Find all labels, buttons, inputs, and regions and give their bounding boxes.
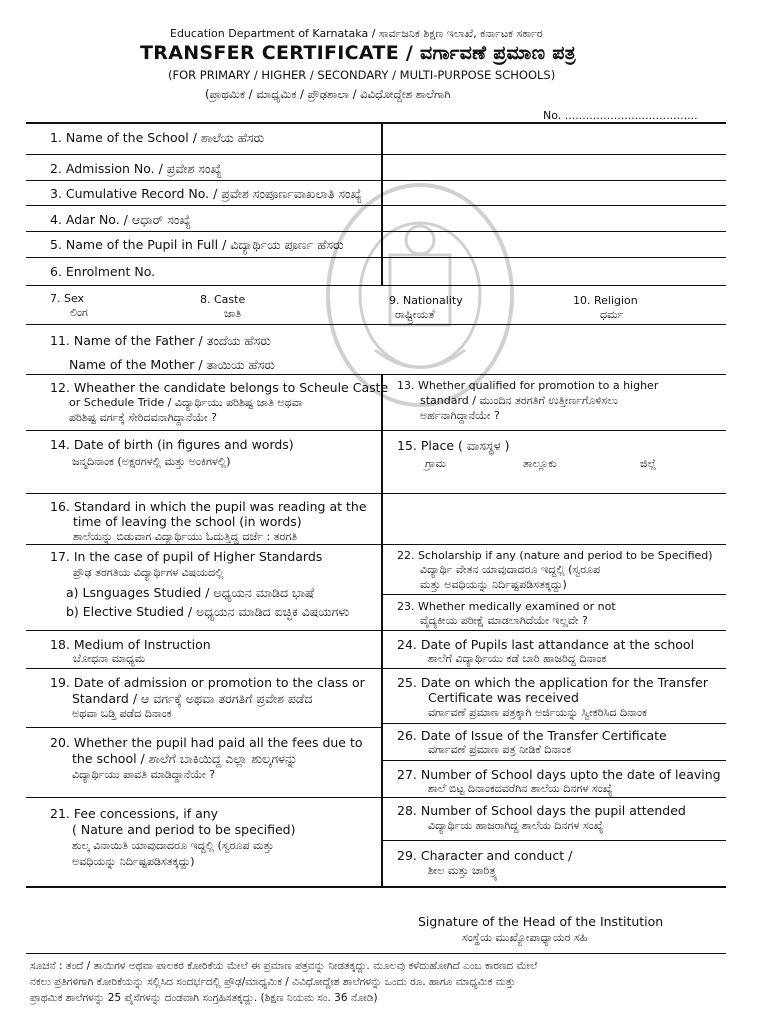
- field-11-father-name: 11. Name of the Father / ತಂದೆಯ ಹೆಸರು: [50, 333, 271, 348]
- field-27-line1: 27. Number of School days upto the date of leaving: [397, 767, 721, 782]
- field-15-district: ಜಿಲ್ಲೆ: [640, 457, 657, 470]
- field-22-line3: ಮತ್ತು ಅವಧಿಯನ್ನು ನಿರ್ದಿಷ್ಟಪಡಿಸತಕ್ಕದ್ದು): [420, 578, 567, 591]
- field-23-line1: 23. Whether medically examined or not: [397, 600, 616, 613]
- subtitle-kannada: (ಪ್ರಾಥಮಿಕ / ಮಾಧ್ಯಮಿಕ / ಪ್ರೌಢಶಾಲಾ / ವಿವಿಧೋದ್ದೇಶ ಶಾಲೆಗಾಗಿ: [205, 87, 451, 101]
- field-26-line2: ವರ್ಗಾವಣೆ ಪ್ರಮಾಣ ಪತ್ರ ನೀಡಿಕೆ ದಿನಾಂಕ: [428, 743, 572, 756]
- field-16-line2: time of leaving the school (in words): [73, 514, 302, 529]
- field-8-caste-kn: ಜಾತಿ: [224, 307, 242, 320]
- footer-note-line3: ಪ್ರಾಥಮಿಕ ಶಾಲೆಗಳನ್ನು 25 ಪೈಸೆಗಳನ್ನು ದಂಡವಾಗಿ ಸಂಗ್ರಹಿಸತಕ್ಕದ್ದು. (ಶಿಕ್ಷಣ ನಿಯಮ ಸಂ. 36 ನೋಡಿ): [30, 992, 378, 1004]
- field-15-village: ಗ್ರಾಮ: [425, 457, 446, 470]
- field-29-line1: 29. Character and conduct /: [397, 848, 573, 863]
- field-24-line1: 24. Date of Pupils last attandance at the school: [397, 637, 695, 652]
- field-9-nationality: 9. Nationality: [389, 294, 463, 307]
- field-17-electives: b) Elective Studied / ಅಧ್ಯಯನ ಮಾಡಿದ ಐಚ್ಛಿಕ ವಿಷಯಗಳು: [66, 604, 350, 619]
- field-13-line3: ಅರ್ಹನಾಗಿದ್ದಾನೆಯೇ ?: [420, 409, 500, 422]
- field-18-medium-kn: ಬೋಧನಾ ಮಾಧ್ಯಮ: [73, 652, 146, 665]
- signature-label-kn: ಸಂಸ್ಥೆಯ ಮುಖ್ಯೋಪಾಧ್ಯಾಯರ ಸಹಿ: [462, 931, 588, 944]
- field-13-line2: standard / ಮುಂದಿನ ತರಗತಿಗೆ ಉತ್ತೀರ್ಣಗೊಳಿಸಲು: [420, 394, 618, 407]
- field-22-line1: 22. Scholarship if any (nature and period to be Specified): [397, 549, 713, 562]
- field-6-enrolment-no: 6. Enrolment No.: [50, 264, 156, 279]
- field-12-line1: 12. Wheather the candidate belongs to Scheule Caste: [50, 380, 389, 395]
- field-27-line2: ಶಾಲೆ ಬಿಟ್ಟ ದಿನಾಂಕದವರೆಗಿನ ಶಾಲೆಯ ದಿನಗಳ ಸಂಖ್ಯೆ: [428, 782, 613, 795]
- footer-note-line1: ಸೂಚನೆ : ತಂದೆ / ತಾಯಿಗಳ ಅಥವಾ ಪಾಲಕರ ಕೋರಿಕೆಯ ಮೇಲೆ ಈ ಪ್ರಮಾಣ ಪತ್ರವನ್ನು ನೀಡತಕ್ಕದ್ದು. ಮೂಲವು ಕಳೆದುಹೋಗಿದೆ ಎಂಬ ಕಾರಣದ ಮೇಲೆ: [30, 960, 538, 972]
- field-9-nationality-kn: ರಾಷ್ಟ್ರೀಯತೆ: [395, 308, 435, 321]
- field-20-line1: 20. Whether the pupil had paid all the fees due to: [50, 735, 363, 750]
- field-10-religion: 10. Religion: [573, 294, 638, 307]
- field-29-line2: ಶೀಲ ಮತ್ತು ಚಾರಿತ್ರ್ಯ: [428, 864, 498, 877]
- field-24-line2: ಶಾಲೆಗೆ ವಿದ್ಯಾರ್ಥಿಯು ಕಡೆ ಬಾರಿ ಹಾಜರಿದ್ದ ದಿನಾಂಕ: [428, 652, 607, 665]
- signature-label: Signature of the Head of the Institution: [418, 914, 664, 929]
- field-18-medium: 18. Medium of Instruction: [50, 637, 211, 652]
- field-4-adar-no: 4. Adar No. / ಆಧಾರ್ ಸಂಖ್ಯೆ: [50, 212, 191, 227]
- field-25-line3: ವರ್ಗಾವಣೆ ಪ್ರಮಾಣ ಪತ್ರಕ್ಕಾಗಿ ಅರ್ಜಿಯನ್ನು ಸ್ವೀಕರಿಸಿದ ದಿನಾಂಕ: [428, 706, 647, 719]
- field-25-line2: Certificate was received: [428, 690, 579, 705]
- field-14-dob: 14. Date of birth (in figures and words): [50, 437, 294, 452]
- field-13-line1: 13. Whether qualified for promotion to a higher: [397, 379, 659, 392]
- field-17-line2: ಪ್ರೌಢ ತರಗತಿಯ ವಿದ್ಯಾರ್ಥಿಗಳ ವಿಷಯದಲ್ಲಿ: [73, 566, 224, 579]
- field-10-religion-kn: ಧರ್ಮ: [600, 308, 624, 321]
- field-16-line3: ಶಾಲೆಯನ್ನು ಬಿಡುವಾಗ ವಿದ್ಯಾರ್ಥಿಯು ಓದುತ್ತಿದ್ದ ದರ್ಜೆ : ತರಗತಿ: [73, 530, 298, 543]
- field-1-school-name: 1. Name of the School / ಶಾಲೆಯ ಹೆಸರು: [50, 130, 265, 145]
- certificate-number: No. ......................................: [543, 109, 698, 122]
- field-28-line2: ವಿದ್ಯಾರ್ಥಿಯ ಹಾಜರಾಗಿದ್ದ ಶಾಲೆಯ ದಿನಗಳ ಸಂಖ್ಯೆ: [428, 819, 604, 832]
- field-15-place: 15. Place ( ವಾಸಸ್ಥಳ ): [397, 438, 510, 453]
- field-19-line2: Standard / ಆ ವರ್ಗಕ್ಕೆ ಅಥವಾ ತರಗತಿಗೆ ಪ್ರವೇಶ ಪಡೆದ: [72, 691, 313, 706]
- field-19-line1: 19. Date of admission or promotion to the class or: [50, 675, 365, 690]
- field-19-line3: ಅಥವಾ ಬಡ್ತಿ ಪಡೆದ ದಿನಾಂಕ: [72, 707, 172, 720]
- field-14-dob-kn: ಜನ್ಮದಿನಾಂಕ (ಅಕ್ಷರಗಳಲ್ಲಿ ಮತ್ತು ಅಂಕಿಗಳಲ್ಲಿ): [72, 455, 231, 468]
- field-11-mother-name: Name of the Mother / ತಾಯಿಯ ಹೆಸರು: [69, 357, 275, 372]
- field-15-taluk: ತಾಲ್ಲೂಕು: [523, 457, 557, 470]
- subtitle-english: (FOR PRIMARY / HIGHER / SECONDARY / MULTI-PURPOSE SCHOOLS): [168, 68, 556, 82]
- document-title: TRANSFER CERTIFICATE / ವರ್ಗಾವಣೆ ಪ್ರಮಾಣ ಪತ್ರ: [140, 42, 576, 64]
- field-5-pupil-name: 5. Name of the Pupil in Full / ವಿದ್ಯಾರ್ಥಿಯ ಪೂರ್ಣ ಹೆಸರು: [50, 237, 344, 252]
- field-8-caste: 8. Caste: [200, 293, 246, 306]
- footer-note-line2: ನಕಲು ಪ್ರತಿಗಳಿಗಾಗಿ ಕೋರಿಕೆಯನ್ನು ಸಲ್ಲಿಸಿದ ಸಂದರ್ಭದಲ್ಲಿ ಪ್ರೌಢ/ಮಾಧ್ಯಮಿಕ / ವಿವಿಧೋದ್ದೇಶ ಶಾಲೆಗಳನ್ನು ಒಂದು ರೂ. ಹಾಗೂ ಮಾಧ್ಯಮಿಕ ಮತ್ತು: [30, 976, 516, 988]
- field-17-line1: 17. In the case of pupil of Higher Standards: [50, 549, 323, 564]
- field-2-admission-no: 2. Admission No. / ಪ್ರವೇಶ ಸಂಖ್ಯೆ: [50, 161, 222, 176]
- field-26-line1: 26. Date of Issue of the Transfer Certificate: [397, 728, 667, 743]
- field-12-line3: ಪರಿಶಿಷ್ಟ ವರ್ಗಕ್ಕೆ ಸೇರಿದವನಾಗಿದ್ದಾನೆಯೇ ?: [69, 411, 218, 424]
- department-line: Education Department of Karnataka / ಸಾರ್ವಜನಿಕ ಶಿಕ್ಷಣ ಇಲಾಖೆ, ಕರ್ನಾಟಕ ಸರ್ಕಾರ: [170, 27, 543, 40]
- field-7-sex: 7. Sex: [50, 292, 85, 305]
- field-12-line2: or Schedule Tride / ವಿದ್ಯಾರ್ಥಿಯು ಪರಿಶಿಷ್ಟ ಜಾತಿ ಅಥವಾ: [69, 396, 303, 409]
- field-28-line1: 28. Number of School days the pupil attended: [397, 803, 686, 818]
- field-21-line4: ಅವಧಿಯನ್ನು ನಿರ್ದಿಷ್ಟಪಡಿಸತಕ್ಕದ್ದು): [72, 855, 195, 868]
- field-22-line2: ವಿದ್ಯಾರ್ಥಿ ವೇತನ ಯಾವುದಾದರೂ ಇದ್ದಲ್ಲಿ (ಸ್ವರೂಪ: [420, 563, 601, 576]
- field-25-line1: 25. Date on which the application for the Transfer: [397, 675, 708, 690]
- field-21-line2: ( Nature and period to be specified): [72, 822, 296, 837]
- field-3-cumulative-record: 3. Cumulative Record No. / ಪ್ರವೇಶ ಸಂಪೂರ್ಣವಾಖಲಾತಿ ಸಂಖ್ಯೆ: [50, 186, 362, 201]
- field-17-languages: a) Lsnguages Studied / ಅಧ್ಯಯನ ಮಾಡಿದ ಭಾಷೆ: [66, 585, 315, 600]
- field-20-line2: the school / ಶಾಲೆಗೆ ಬಾಕಿಯಿದ್ದ ಎಲ್ಲಾ ಶುಲ್ಕಗಳನ್ನು: [72, 751, 298, 766]
- field-21-line1: 21. Fee concessions, if any: [50, 806, 219, 821]
- field-21-line3: ಶುಲ್ಕ ವಿನಾಯಿತಿ ಯಾವುದಾದರೂ ಇದ್ದಲ್ಲಿ (ಸ್ವರೂಪ ಮತ್ತು: [72, 839, 274, 852]
- field-20-line3: ವಿದ್ಯಾರ್ಥಿಯು ಪಾವತಿ ಮಾಡಿದ್ದಾನೆಯೇ ?: [72, 768, 216, 781]
- field-23-line2: ವೈದ್ಯಕೀಯ ಪರೀಕ್ಷೆ ಮಾಡಲಾಗಿದೆಯೇ ಇಲ್ಲವೇ ?: [420, 614, 588, 627]
- field-7-sex-kn: ಲಿಂಗ: [70, 306, 88, 319]
- field-16-line1: 16. Standard in which the pupil was reading at the: [50, 499, 367, 514]
